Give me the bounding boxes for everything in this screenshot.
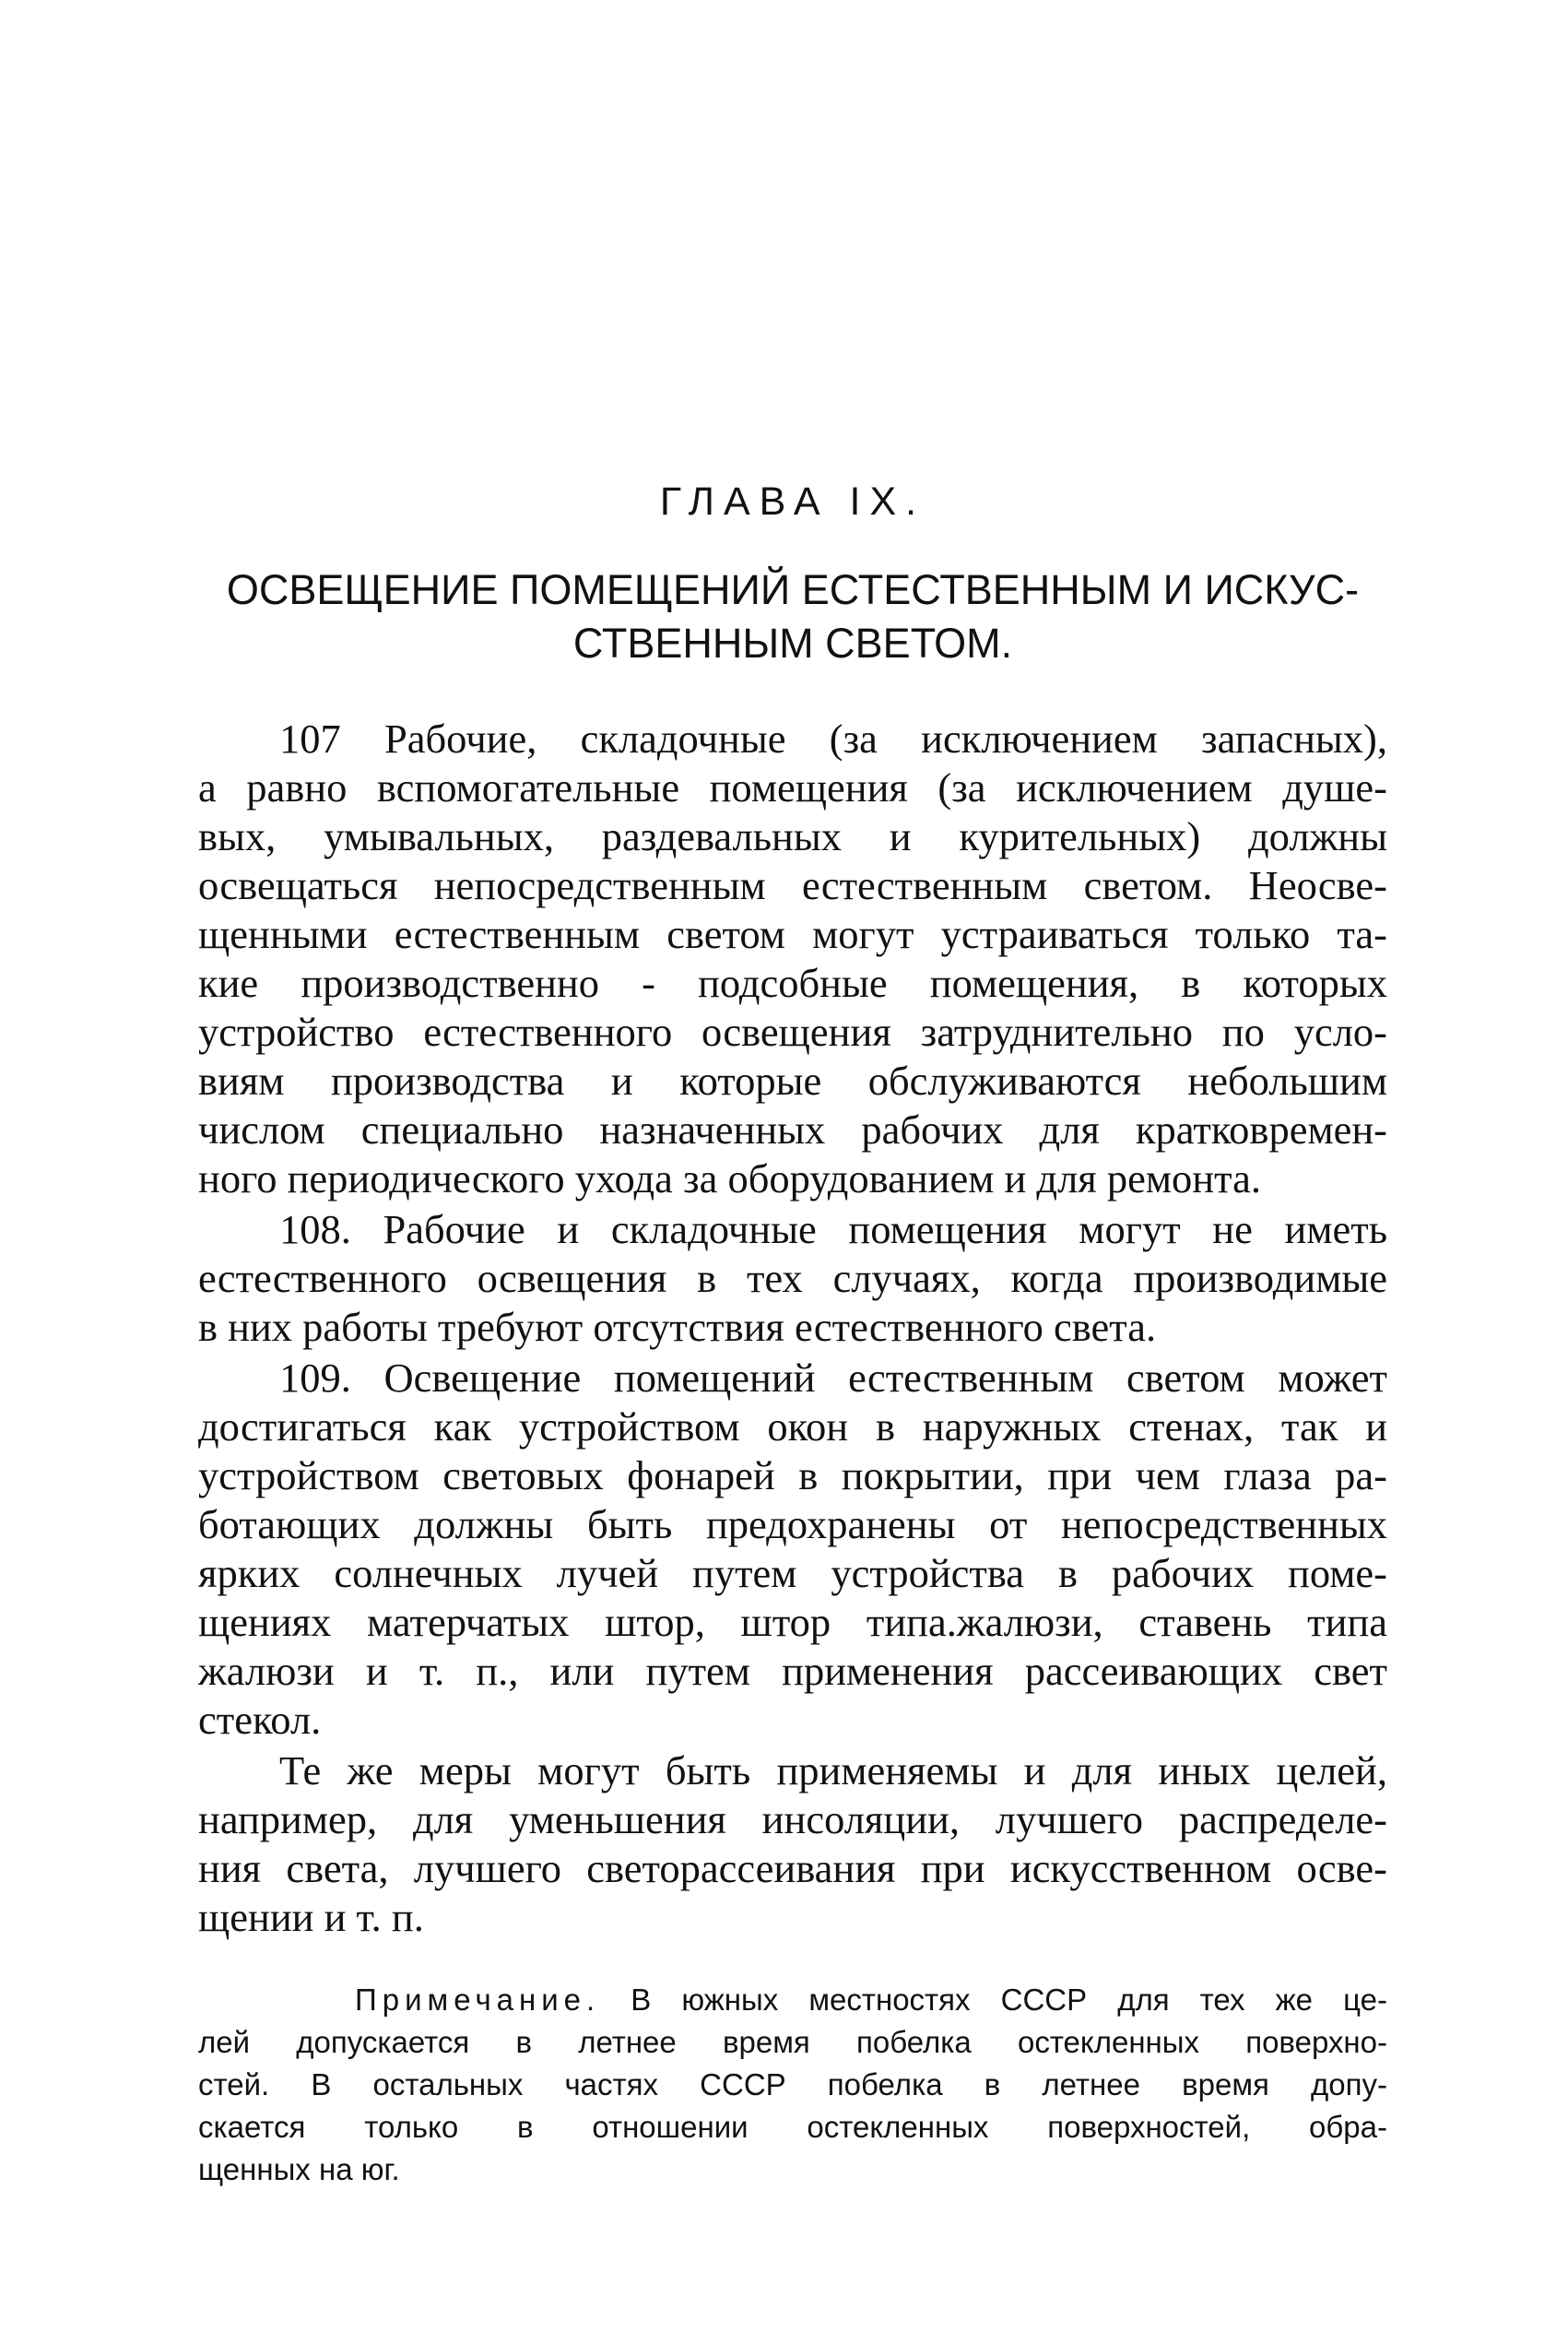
text-line: 109. Освещение помещений естественным светом может [279,1355,1387,1401]
paragraph-107 [198,715,1387,1203]
text-line: а равно вспомогательные помещения (за исключением душе- [198,764,1387,811]
text-line: виям производства и которые обслуживаются небольшим [198,1058,1387,1104]
text-line: ного периодического ухода за оборудованием и для ремонта. [198,1155,1261,1202]
text-line: кие производственно - подсобные помещения, в которых [198,960,1387,1006]
chapter-number: ГЛАВА IX. [659,479,926,524]
text-line: жалюзи и т. п., или путем применения рассеивающих свет [198,1648,1387,1694]
text-line: щениях матерчатых штор, штор типа.жалюзи, ставень типа [198,1599,1387,1645]
text-line: естественного освещения в тех случаях, когда производимые [198,1255,1387,1301]
note-text: В южных местностях СССР для тех же це- [631,1983,1387,2017]
text-line: 108. Рабочие и складочные помещения могут не иметь [279,1206,1387,1252]
chapter-title-line: ОСВЕЩЕНИЕ ПОМЕЩЕНИЙ ЕСТЕСТВЕННЫМ И ИСКУС- [226,566,1360,613]
note-label: Примечание. [355,1983,601,2017]
text-line: ния света, лучшего светорассеивания при искусственном осве- [198,1845,1387,1891]
footnote-remark [198,1979,1387,2191]
note-line: лей допускается в летнее время побелка остекленных поверхно- [198,2025,1387,2059]
chapter-title [198,563,1387,670]
text-line: щенными естественным светом могут устраиваться только та- [198,911,1387,957]
note-line: скается только в отношении остекленных поверхностей, обра- [198,2110,1387,2144]
chapter-title-line: СТВЕННЫМ СВЕТОМ. [572,620,1013,667]
text-line: в них работы требуют отсутствия естественного света. [198,1304,1157,1350]
text-line: 107 Рабочие, складочные (за исключением запасных), [279,716,1387,762]
text-line: числом специально назначенных рабочих для кратковремен- [198,1107,1387,1153]
note-line [198,1979,1387,2021]
text-line: например, для уменьшения инсоляции, лучшего распределе- [198,1796,1387,1842]
text-line: устройством световых фонарей в покрытии, при чем глаза ра- [198,1452,1387,1498]
text-line: Те же меры могут быть применяемы и для иных целей, [279,1747,1387,1793]
note-line: стей. В остальных частях СССР побелка в летнее время допу- [198,2067,1387,2101]
text-line: стекол. [198,1697,322,1743]
text-line: освещаться непосредственным естественным светом. Неосве- [198,862,1387,908]
document-page [198,479,1387,2191]
text-line: щении и т. п. [198,1894,424,1940]
text-line: достигаться как устройством окон в наружных стенах, так и [198,1403,1387,1450]
text-line: ботающих должны быть предохранены от непосредственных [198,1501,1387,1547]
text-line: устройство естественного освещения затруднительно по усло- [198,1009,1387,1055]
note-line: щенных на юг. [198,2152,400,2186]
text-line: вых, умывальных, раздевальных и курительных) должны [198,813,1387,859]
paragraph-109 [198,1354,1387,1745]
paragraph-measures [198,1746,1387,1942]
text-line: ярких солнечных лучей путем устройства в рабочих поме- [198,1550,1387,1596]
paragraph-108 [198,1205,1387,1352]
